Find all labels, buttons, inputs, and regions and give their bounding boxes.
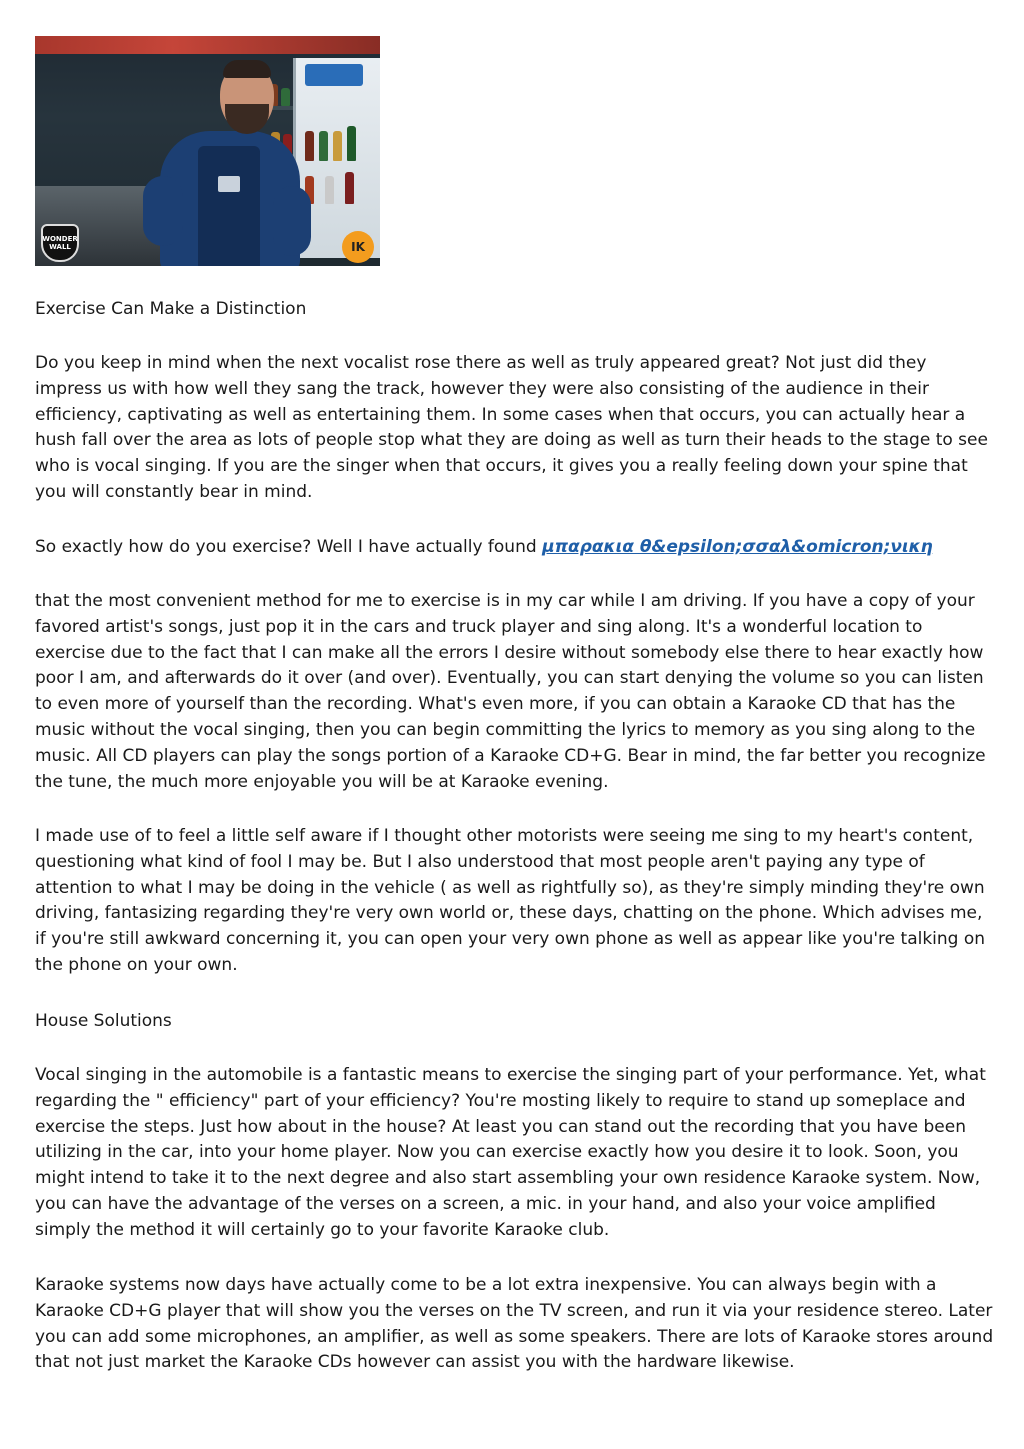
bottle — [305, 131, 314, 161]
section-heading: Exercise Can Make a Distinction — [35, 299, 307, 319]
document-page — [35, 36, 995, 1373]
section-heading: House Solutions — [35, 1011, 172, 1031]
fridge-sign — [305, 64, 363, 86]
bottle — [345, 172, 354, 204]
bottle — [325, 176, 334, 204]
inline-link[interactable]: μπαρακια θ&epsilon;σσαλ&omicron;νικη — [542, 537, 933, 557]
wonder-wall-logo: WONDER WALL — [41, 224, 79, 262]
bartender-beard — [225, 104, 269, 134]
paragraph: Vocal singing in the automobile is a fantastic means to exercise the singing part of your performance. Yet, what regarding the " efficiency" part of your efficiency? You're mosting likely to require to stand up someplace and exercise the steps. Just how about in the house? At least you can stand out the recording that you have been utilizing in the car, into your home player. Now you can exercise exactly how you desire it to look. Soon, you might intend to take it to the next degree and also start assembling your own residence Karaoke system. Now, you can have the advantage of the verses on a screen, a mic. in your hand, and also your voice amplified simply the method it will certainly go to your favorite Karaoke club. — [35, 1065, 986, 1240]
bottle — [333, 131, 342, 161]
apron — [198, 146, 260, 266]
paragraph: I made use of to feel a little self aware if I thought other motorists were seeing me sing to my heart's content, questioning what kind of fool I may be. But I also understood that most people aren't paying any type of attention to what I may be doing in the vehicle ( as well as rightfully so), as they're simply minding they're own driving, fantasizing regarding they're very own world or, these days, chatting on the phone. Which advises me, if you're still awkward concerning it, you can open your very own phone as well as appear like you're talking on the phone on your own. — [35, 826, 986, 975]
bottle — [347, 126, 356, 161]
bartender-arm — [273, 186, 311, 256]
bartender-hair — [223, 60, 271, 78]
paragraph: that the most convenient method for me to exercise is in my car while I am driving. If you have a copy of your favored artist's songs, just pop it in the cars and truck player and sing along. It's a wonderful location to exercise due to the fact that I can make all the errors I desire without somebody else there to hear exactly how poor I am, and afterwards do it over (and over). Eventually, you can start denying the volume so you can listen to even more of yourself than the recording. What's even more, if you can obtain a Karaoke CD that has the music without the vocal singing, then you can begin committing the lyrics to memory as you sing along to the music. All CD players can play the songs portion of a Karaoke CD+G. Bear in mind, the far better you recognize the tune, the much more enjoyable you will be at Karaoke evening. — [35, 591, 986, 792]
bottle — [281, 88, 290, 106]
hero-photo — [35, 36, 380, 266]
paragraph-with-link — [35, 535, 933, 561]
paragraph-text: So exactly how do you exercise? Well I have actually found — [35, 537, 543, 557]
ik-logo: IK — [342, 231, 374, 263]
apron-logo — [218, 176, 240, 192]
paragraph: Karaoke systems now days have actually come to be a lot extra inexpensive. You can always begin with a Karaoke CD+G player that will show you the verses on the TV screen, and run it via your residence stereo. Later you can add some microphones, an amplifier, as well as some speakers. There are lots of Karaoke stores around that not just market the Karaoke CDs however can assist you with the hardware likewise. — [35, 1275, 994, 1373]
bottle — [319, 131, 328, 161]
paragraph: Do you keep in mind when the next vocalist rose there as well as truly appeared great? Not just did they impress us with how well they sang the track, however they were also consisting of the audience in their efficiency, captivating as well as entertaining them. In some cases when that occurs, you can actually hear a hush fall over the area as lots of people stop what they are doing as well as turn their heads to the stage to see who is vocal singing. If you are the singer when that occurs, it gives you a really feeling down your spine that you will constantly bear in mind. — [35, 353, 988, 502]
ceiling-light — [35, 36, 380, 54]
bartender-arm — [143, 176, 183, 246]
